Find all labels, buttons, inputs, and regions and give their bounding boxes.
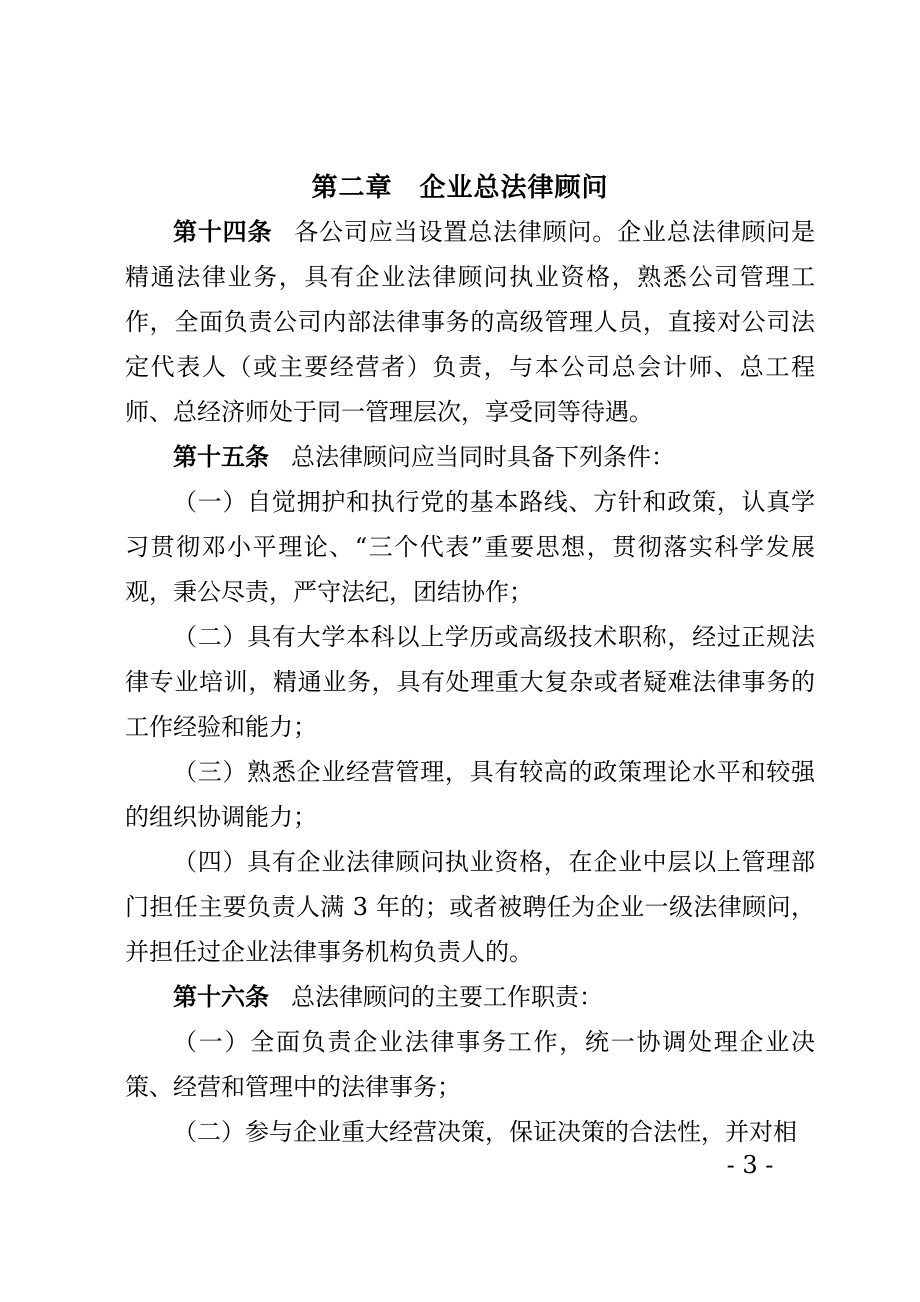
article-text: 总法律顾问应当同时具备下列条件：	[291, 443, 675, 471]
article-label: 第十六条	[173, 983, 269, 1011]
item-text: （二）参与企业重大经营决策，保证决策的合法性，并对相	[173, 1118, 797, 1146]
item-text: （二）具有大学本科以上学历或高级技术职称，经过正规法律专业培训，精通业务，具有处理重大复杂或者疑难法律事务的工作经验和能力；	[125, 623, 815, 741]
duty-item-2	[125, 1110, 815, 1155]
article-15	[125, 435, 815, 480]
article-label: 第十五条	[173, 443, 269, 471]
condition-item-2	[125, 615, 815, 750]
document-body	[125, 210, 815, 1155]
article-text: 各公司应当设置总法律顾问。企业总法律顾问是精通法律业务，具有企业法律顾问执业资格，熟悉公司管理工作，全面负责公司内部法律事务的高级管理人员，直接对公司法定代表人（或主要经营者）负责，与本公司总会计师、总工程师、总经济师处于同一管理层次，享受同等待遇。	[125, 218, 816, 426]
condition-item-1	[125, 480, 815, 615]
article-text: 总法律顾问的主要工作职责：	[291, 983, 603, 1011]
article-label: 第十四条	[173, 218, 273, 246]
duty-item-1	[125, 1020, 815, 1110]
item-text: （一）全面负责企业法律事务工作，统一协调处理企业决策、经营和管理中的法律事务；	[125, 1028, 815, 1101]
condition-item-4	[125, 840, 815, 975]
item-text: （一）自觉拥护和执行党的基本路线、方针和政策，认真学习贯彻邓小平理论、“三个代表”重要思想，贯彻落实科学发展观，秉公尽责，严守法纪，团结协作；	[125, 488, 815, 606]
item-text: （三）熟悉企业经营管理，具有较高的政策理论水平和较强的组织协调能力；	[125, 758, 815, 831]
article-14	[125, 210, 815, 435]
condition-item-3	[125, 750, 815, 840]
item-text: （四）具有企业法律顾问执业资格，在企业中层以上管理部门担任主要负责人满 3 年的；或者被聘任为企业一级法律顾问，并担任过企业法律事务机构负责人的。	[125, 848, 815, 966]
page-number: - 3 -	[726, 1151, 774, 1179]
article-16	[125, 975, 815, 1020]
chapter-title: 第二章 企业总法律顾问	[311, 173, 609, 203]
